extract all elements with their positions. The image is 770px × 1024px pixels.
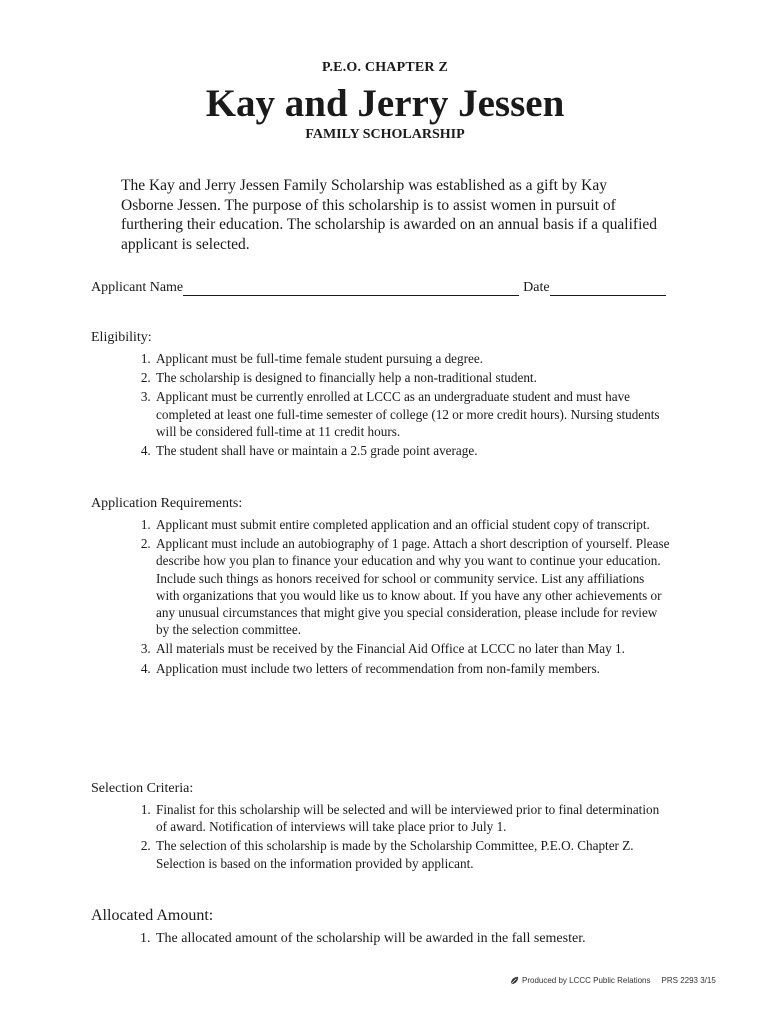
list-item: 3. Applicant must be currently enrolled at LCCC as an undergraduate student and must have completed at least one full-time semester of college (12 or more credit hours). Nursing students will be considered full-time at 11 credit hours.	[154, 388, 671, 440]
selection-section	[91, 780, 671, 874]
section-heading: Eligibility:	[91, 330, 152, 345]
date-label: Date	[523, 280, 550, 295]
list-item: 1. The allocated amount of the scholarship will be awarded in the fall semester.	[154, 930, 671, 947]
list-item: 4. Application must include two letters of recommendation from non-family members.	[154, 660, 671, 677]
page-title: Kay and Jerry Jessen	[205, 82, 565, 125]
page-subtitle: FAMILY SCHOLARSHIP	[305, 127, 465, 142]
applicant-line	[91, 280, 691, 296]
list-item: 1. Applicant must submit entire completed application and an official student copy of transcript.	[154, 516, 671, 533]
applicant-name-field[interactable]	[183, 281, 519, 296]
requirements-list	[91, 516, 671, 677]
intro-paragraph: The Kay and Jerry Jessen Family Scholarship was established as a gift by Kay Osborne Jessen. The purpose of this scholarship is to assist women in pursuit of furthering their education. The scholarship is awarded on an annual basis if a qualified applicant is selected.	[121, 177, 658, 253]
page-footer	[510, 976, 730, 985]
eligibility-list	[91, 350, 671, 459]
leaf-icon	[510, 976, 519, 985]
list-item: 1. Applicant must be full-time female student pursuing a degree.	[154, 350, 671, 367]
applicant-name-label: Applicant Name	[91, 280, 184, 295]
selection-list	[91, 801, 671, 872]
allocated-section	[91, 906, 671, 949]
section-heading: Selection Criteria:	[91, 781, 194, 796]
list-item: 2. The scholarship is designed to financially help a non-traditional student.	[154, 369, 671, 386]
allocated-list	[91, 930, 671, 947]
requirements-section	[91, 495, 671, 679]
list-item: 2. The selection of this scholarship is made by the Scholarship Committee, P.E.O. Chapter Z. Selection is based on the information provided by applicant.	[154, 837, 671, 871]
date-field[interactable]	[550, 281, 666, 296]
chapter-kicker: P.E.O. CHAPTER Z	[322, 60, 448, 75]
list-item: 3. All materials must be received by the Financial Aid Office at LCCC no later than May 1.	[154, 640, 671, 657]
section-heading: Application Requirements:	[91, 496, 243, 511]
list-item: 1. Finalist for this scholarship will be selected and will be interviewed prior to final determination of award. Notification of interviews will take place prior to July 1.	[154, 801, 671, 835]
form-number: PRS 2293 3/15	[661, 976, 716, 985]
list-item: 4. The student shall have or maintain a 2.5 grade point average.	[154, 442, 671, 459]
eligibility-section	[91, 329, 671, 461]
section-heading: Allocated Amount:	[91, 907, 214, 924]
produced-by-text: Produced by LCCC Public Relations	[522, 976, 651, 985]
list-item: 2. Applicant must include an autobiography of 1 page. Attach a short description of yourself. Please describe how you plan to finance your education and why you want to continue your education. Include such things as honors received for school or community service. List any affiliations with organizations that you would like us to know about. If you have any other achievements or any unusual circumstances that might give you special consideration, please include for review by the selection committee.	[154, 535, 671, 638]
